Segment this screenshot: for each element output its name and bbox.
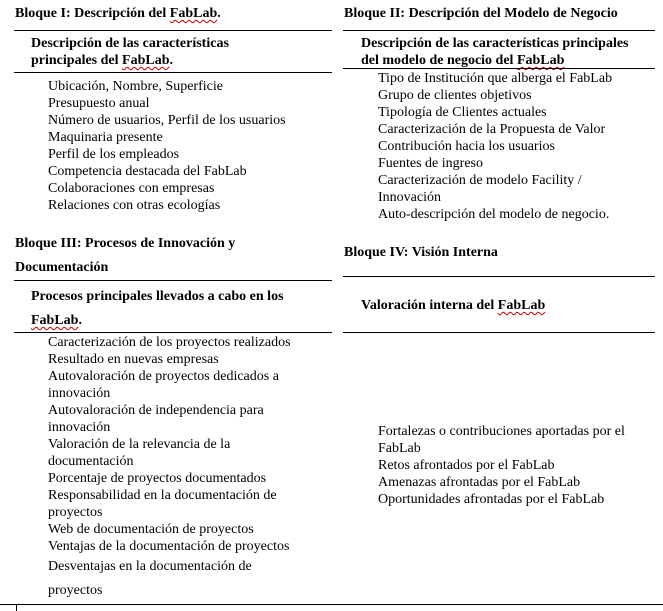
bloque-1-subheading: Descripción de las características principales del FabLab.	[31, 36, 229, 68]
bloque-2-title: Bloque II: Descripción del Modelo de Negocio	[344, 6, 618, 21]
list-item: Tipología de Clientes actuales	[378, 105, 547, 120]
list-item: Ubicación, Nombre, Superficie	[48, 79, 223, 94]
bloque-3-divider	[14, 280, 332, 281]
bloque-1-sub-divider	[14, 72, 332, 73]
list-item: Colaboraciones con empresas	[48, 181, 215, 196]
list-item: Grupo de clientes objetivos	[378, 88, 532, 103]
list-item: Competencia destacada del FabLab	[48, 164, 247, 179]
list-item: Maquinaria presente	[48, 130, 163, 145]
bloque-3-sub-divider	[14, 332, 332, 333]
list-item: innovación	[48, 386, 111, 401]
bloque-2-sub-divider	[343, 68, 655, 69]
bloque-1-list	[48, 78, 286, 214]
bloque-4-divider	[343, 276, 655, 277]
list-item: Contribución hacia los usuarios	[378, 139, 555, 154]
list-item: Valoración de la relevancia de la	[48, 437, 231, 452]
list-item: Caracterización de los proyectos realizados	[48, 335, 291, 350]
list-item: Perfil de los empleados	[48, 147, 180, 162]
list-item: Presupuesto anual	[48, 96, 150, 111]
bloque-2-subheading: Descripción de las características principales del modelo de negocio del FabLab	[361, 36, 629, 68]
bloque-3-title: Bloque III: Procesos de Innovación y Documentación	[15, 236, 236, 275]
bottom-left-tick	[16, 604, 17, 611]
bloque-4-sub-divider	[343, 332, 655, 333]
list-item: Fuentes de ingreso	[378, 156, 483, 171]
bloque-4-title: Bloque IV: Visión Interna	[344, 245, 498, 260]
list-item: Resultado en nuevas empresas	[48, 352, 219, 367]
list-item: Desventajas en la documentación de	[48, 559, 252, 574]
list-item: Porcentaje de proyectos documentados	[48, 471, 267, 486]
list-item: FabLab	[378, 441, 421, 456]
bloque-2-divider	[343, 30, 655, 31]
list-item: proyectos	[48, 583, 103, 598]
list-item: Caracterización de la Propuesta de Valor	[378, 122, 606, 137]
bloque-3-list	[48, 334, 291, 603]
bloque-1-title: Bloque I: Descripción del FabLab.	[15, 6, 221, 21]
list-item: Autovaloración de independencia para	[48, 403, 264, 418]
list-item: Tipo de Institución que alberga el FabLab	[378, 71, 613, 86]
list-item: Web de documentación de proyectos	[48, 522, 254, 537]
list-item: Innovación	[378, 190, 441, 205]
bloque-4-list	[378, 423, 625, 508]
list-item: Amenazas afrontadas por el FabLab	[378, 475, 581, 490]
list-item: Oportunidades afrontadas por el FabLab	[378, 492, 605, 507]
list-item: Retos afrontados por el FabLab	[378, 458, 555, 473]
list-item: Relaciones con otras ecologías	[48, 198, 221, 213]
list-item: innovación	[48, 420, 111, 435]
list-item: proyectos	[48, 505, 103, 520]
bloque-4-subheading: Valoración interna del FabLab	[361, 298, 546, 313]
list-item: Fortalezas o contribuciones aportadas por el	[378, 424, 625, 439]
list-item: Auto-descripción del modelo de negocio.	[378, 207, 610, 222]
list-item: Responsabilidad en la documentación de	[48, 488, 277, 503]
bloque-2-list	[378, 70, 612, 223]
list-item: Autovaloración de proyectos dedicados a	[48, 369, 279, 384]
list-item: documentación	[48, 454, 134, 469]
list-item: Ventajas de la documentación de proyectos	[48, 539, 290, 554]
bloque-3-subheading: Procesos principales llevados a cabo en los FabLab.	[31, 289, 284, 328]
bottom-rule	[0, 604, 663, 605]
list-item: Caracterización de modelo Facility /	[378, 173, 582, 188]
list-item: Número de usuarios, Perfil de los usuarios	[48, 113, 286, 128]
bloque-1-divider	[14, 30, 332, 31]
